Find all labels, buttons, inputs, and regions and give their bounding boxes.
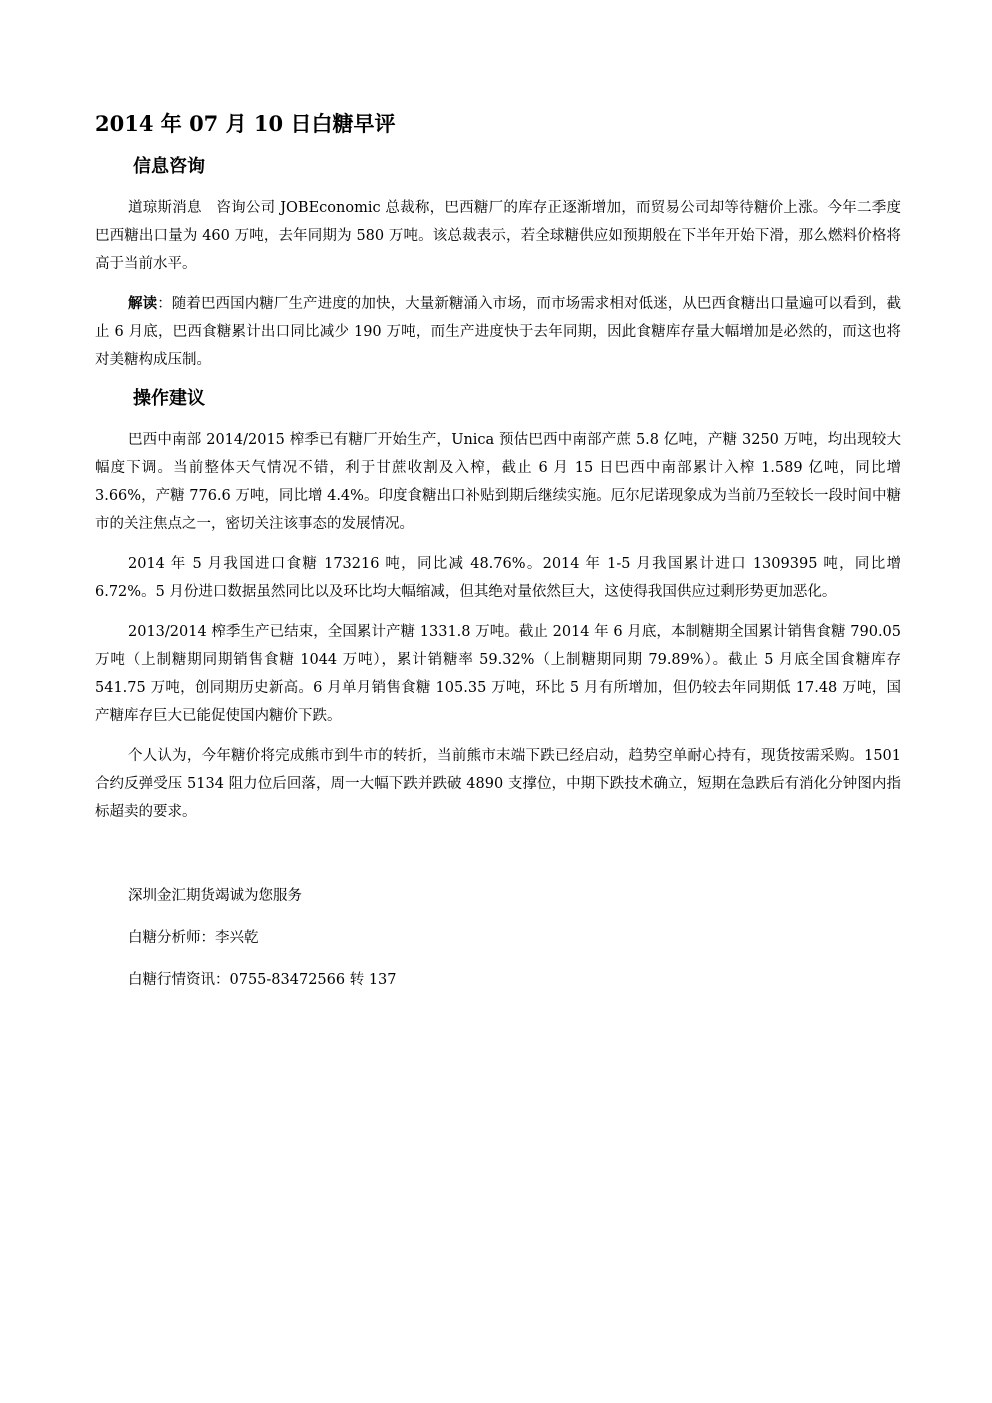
paragraph-text: 道琼斯消息 咨询公司 JOBEconomic 总裁称，巴西糖厂的库存正逐渐增加，而贸易公司却等待糖价上涨。今年二季度巴西糖出口量为 460 万吨，去年同期为 580 万吨。该总裁表示，若全球糖供应如预期般在下半年开始下滑，那么燃料价格将高于当前水平。 [95, 200, 901, 272]
paragraph [95, 550, 901, 606]
paragraph-text: 个人认为，今年糖价将完成熊市到牛市的转折，当前熊市末端下跌已经启动，趋势空单耐心持有，现货按需采购。1501 合约反弹受压 5134 阻力位后回落，周一大幅下跌并跌破 4890 支撑位，中期下跌技术确立，短期在急跌后有消化分钟图内指标超卖的要求。 [95, 748, 901, 820]
document-page [95, 108, 901, 1008]
paragraph [95, 290, 901, 374]
paragraph [95, 618, 901, 730]
signature-company: 深圳金汇期货竭诚为您服务 [128, 888, 302, 904]
paragraph-text: 2014 年 5 月我国进口食糖 173216 吨，同比减 48.76%。2014 年 1-5 月我国累计进口 1309395 吨，同比增 6.72%。5 月份进口数据虽然同比以及环比均大幅缩减，但其绝对量依然巨大，这使得我国供应过剩形势更加恶化。 [95, 556, 901, 600]
paragraph [95, 194, 901, 278]
document-title: 2014 年 07 月 10 日白糖早评 [95, 111, 396, 136]
section-heading-advice: 操作建议 [133, 388, 205, 409]
paragraph-lead: 解读 [128, 295, 158, 312]
paragraph-text: 巴西中南部 2014/2015 榨季已有糖厂开始生产，Unica 预估巴西中南部产蔗 5.8 亿吨，产糖 3250 万吨，均出现较大幅度下调。当前整体天气情况不错，利于甘蔗收割及入榨，截止 6 月 15 日巴西中南部累计入榨 1.589 亿吨，同比增 3.66%，产糖 776.6 万吨，同比增 4.4%。印度食糖出口补贴到期后继续实施。厄尔尼诺现象成为当前乃至较长一段时间中糖市的关注焦点之一，密切关注该事态的发展情况。 [95, 432, 901, 532]
paragraph [95, 426, 901, 538]
signature-block [95, 882, 901, 994]
signature-contact: 白糖行情资讯：0755-83472566 转 137 [128, 972, 397, 988]
section-heading-info: 信息咨询 [133, 156, 205, 177]
paragraph [95, 742, 901, 826]
signature-analyst: 白糖分析师：李兴乾 [128, 930, 259, 946]
paragraph-text: 2013/2014 榨季生产已结束，全国累计产糖 1331.8 万吨。截止 2014 年 6 月底，本制糖期全国累计销售食糖 790.05 万吨（上制糖期同期销售食糖 1044 万吨），累计销糖率 59.32%（上制糖期同期 79.89%）。截止 5 月底全国食糖库存 541.75 万吨，创同期历史新高。6 月单月销售食糖 105.35 万吨，环比 5 月有所增加，但仍较去年同期低 17.48 万吨，国产糖库存巨大已能促使国内糖价下跌。 [95, 624, 901, 724]
paragraph-text: ：随着巴西国内糖厂生产进度的加快，大量新糖涌入市场，而市场需求相对低迷，从巴西食糖出口量遍可以看到，截止 6 月底，巴西食糖累计出口同比减少 190 万吨，而生产进度快于去年同期，因此食糖库存量大幅增加是必然的，而这也将对美糖构成压制。 [95, 296, 902, 368]
